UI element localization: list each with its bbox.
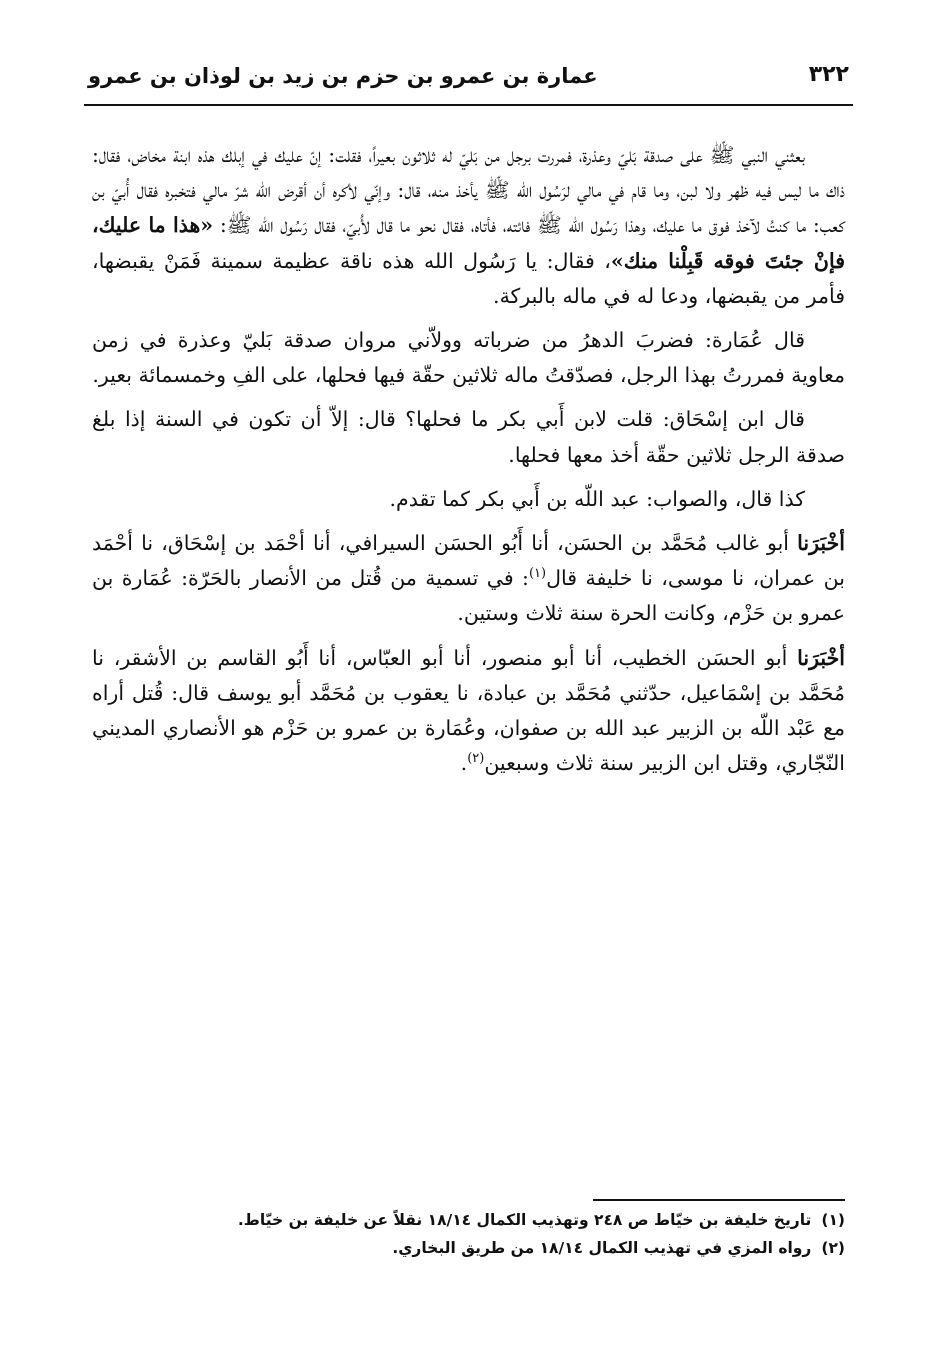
paragraph-1-text: بعثني النبي ﷺ على صدقة بَليّ وعذرة، فمررت برجل من بَليّ له ثلاثون بعيراً، فقلت: إنّ عليك في إبلك هذه ابنة مخاض، فقال: ذاك ما ليس فيه ظهر ولا لبن، وما قام في مالي لرَسُول الله ﷺ يأخذ منه، قال: وإنّي لأكره أن أقرض الله شرّ مالي فتخبره فقال أُبيّ بن كعب: ما كنتُ لآخذ فوق ما عليك، وهذا رَسُول الله ﷺ فائته، فأتاه، فقال نحو ما قال لأُبيّ، فقال رَسُول الله ﷺ: xyxy=(92,143,845,238)
paragraph-2 xyxy=(92,323,845,393)
paragraph-1-end: ، فقال: يا رَسُول الله هذه ناقة عظيمة سمينة فَمَنْ يقبضها، فأمر من يقبضها، ودعا له في ماله بالبركة. xyxy=(92,248,845,308)
main-text xyxy=(92,138,845,790)
isnad-keyword: أخْبَرَنا xyxy=(797,645,845,670)
footnote-1-number: (١) xyxy=(821,1211,845,1229)
paragraph-5 xyxy=(92,526,845,632)
paragraph-6 xyxy=(92,641,845,782)
footnote-1-text: تاريخ خليفة بن خيّاط ص ٢٤٨ وتهذيب الكمال ١٨/١٤ نقلاً عن خليفة بن خيّاط. xyxy=(237,1211,812,1229)
footnote-2-number: (٢) xyxy=(821,1239,845,1257)
footnote-ref-2: (٢) xyxy=(467,751,485,767)
footnotes xyxy=(92,1206,845,1262)
prophet-quote: «هذا ما عليك، فإنْ جئتَ فوقه قَبِلْنا منك» xyxy=(92,213,846,273)
page-number: ٣٢٢ xyxy=(808,62,849,87)
paragraph-5-end: : في تسمية من قُتل من الأنصار بالحَرّة: عُمَارة بن عمرو بن حَزْم، وكانت الحرة سنة ثلاث وستين. xyxy=(92,566,845,626)
isnad-keyword: أخْبَرَنا xyxy=(797,531,845,556)
paragraph-3-text: قال ابن إسْحَاق: قلت لابن أَبي بكر ما فحلها؟ قال: إلاّ أن تكون في السنة إذا بلغ صدقة الرجل ثلاثين حقّة أخذ معها فحلها. xyxy=(92,407,845,467)
paragraph-6-end: . xyxy=(460,751,468,776)
paragraph-4-text: كذا قال، والصواب: عبد اللّه بن أَبي بكر كما تقدم. xyxy=(389,486,805,511)
paragraph-6-text: أبو الحسَن الخطيب، أنا أبو منصور، أنا أبو العبّاس، أنا أَبُو القاسم بن الأشقر، نا مُحَمَّد بن إسْمَاعيل، حدّثني مُحَمَّد بن عبادة، نا يعقوب بن مُحَمَّد أبو يوسف قال: قُتل أراه مع عَبْد اللّه بن الزبير عبد الله بن صفوان، وعُمَارة بن عمرو بن حَزْم هو الأنصاري المديني النّجّاري، وقتل ابن الزبير سنة ثلاث وسبعين xyxy=(92,645,845,776)
footnote-rule xyxy=(593,1199,845,1201)
footnote-2 xyxy=(92,1234,845,1262)
paragraph-5-text: أبو غالب مُحَمَّد بن الحسَن، أنا أَبُو الحسَن السيرافي، أنا أحْمَد بن إسْحَاق، نا أحْمَد بن عمران، نا موسى، نا خليفة قال xyxy=(92,531,845,591)
footnote-1 xyxy=(92,1206,845,1234)
paragraph-1 xyxy=(92,138,845,314)
footnote-2-text: رواه المزي في تهذيب الكمال ١٨/١٤ من طريق البخاري. xyxy=(392,1239,812,1257)
running-title: عمارة بن عمرو بن حزم بن زيد بن لوذان بن عمرو xyxy=(88,64,598,88)
header-rule xyxy=(84,104,853,106)
paragraph-2-text: قال عُمَارة: فضربَ الدهرُ من ضرباته وولاّني مروان صدقة بَليّ وعذرة في زمن معاوية فمررتُ بهذا الرجل، فصدّقتُ ماله ثلاثين حقّة فيها فحلها، على الفِ وخمسمائة بعير. xyxy=(92,328,845,388)
running-header xyxy=(88,60,849,102)
paragraph-4 xyxy=(92,482,845,517)
paragraph-3 xyxy=(92,402,845,472)
footnote-ref-1: (١) xyxy=(528,566,547,582)
